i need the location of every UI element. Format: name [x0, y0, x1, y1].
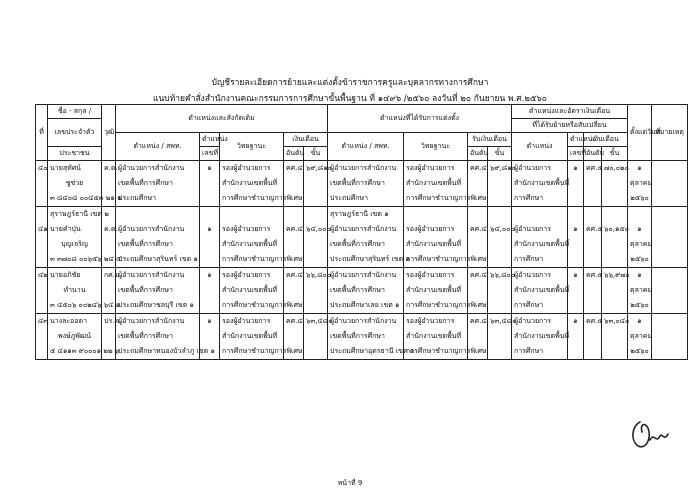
row-id: ๕ ๔๑๑๓ ๙๐๐๐๑ ๒๒ ๖: [48, 344, 102, 360]
row-effective-year: ๒๕๖๐: [628, 298, 652, 314]
row-after-step: ๖๓,๐๔๐: [602, 314, 628, 330]
row-effective-month: ตุลาคม: [628, 237, 652, 252]
row-orig-position: ประถมศึกษาชลบุรี เขต ๑: [116, 298, 200, 314]
row-after-pos-no: ๑: [568, 268, 584, 284]
row-name: นางละออดา: [48, 314, 102, 330]
row-orig-rank: คศ.๔: [284, 268, 304, 284]
row-after-rank: คศ.๕: [584, 222, 602, 237]
row-orig-position: ผู้อำนวยการสำนักงาน: [116, 314, 200, 330]
row-new-rank: คศ.๔: [468, 268, 488, 284]
row-new-position: ประถมศึกษาอุดรธานี เขต ๑: [328, 344, 404, 360]
row-after-position: สำนักงานเขตพื้นที่: [512, 283, 568, 298]
row-new-position: ผู้อำนวยการสำนักงาน: [328, 222, 404, 237]
row-id: ๓ ๓๗๐๘ ๐๐๖๕๖ ๒๔ ๔: [48, 252, 102, 268]
table-row: [36, 298, 688, 314]
row-effective: ๑: [628, 268, 652, 284]
row-orig-pos-no: ๑: [200, 314, 220, 330]
row-after-position: การศึกษา: [512, 344, 568, 360]
row-new-position: ประถมศึกษา: [328, 191, 404, 207]
row-orig-academic: สำนักงานเขตพื้นที่: [220, 237, 284, 252]
row-no: ๔๐: [36, 161, 48, 177]
row-remark: [652, 161, 688, 177]
row-new-academic: การศึกษาชำนาญการพิเศษ: [404, 298, 468, 314]
header-effective: ตั้งแต่วันที่: [628, 105, 652, 161]
table-row: [36, 237, 688, 252]
row-surname: ชูช่วย: [48, 176, 102, 191]
row-effective: ๑: [628, 222, 652, 237]
row-after-rank: คศ.๕: [584, 314, 602, 330]
header-after-pos-no: ตำแหน่ง: [568, 133, 584, 147]
row-orig-pos-no: ๑: [200, 268, 220, 284]
row-orig-rank: คศ.๔: [284, 222, 304, 237]
row-orig-academic: รองผู้อำนวยการ: [220, 268, 284, 284]
row-orig-position: ผู้อำนวยการสำนักงาน: [116, 161, 200, 177]
row-new-academic: สำนักงานเขตพื้นที่: [404, 237, 468, 252]
row-new-academic: การศึกษาชำนาญการพิเศษ: [404, 344, 468, 360]
header-name: ชื่อ - สกุล /: [48, 105, 102, 119]
row-new-position: เขตพื้นที่การศึกษา: [328, 237, 404, 252]
row-effective-year: ๒๕๖๐: [628, 344, 652, 360]
header-new-salary: รับเงินเดือน: [468, 133, 512, 147]
header-orig-academic: วิทยฐานะ: [220, 133, 284, 161]
row-orig-rank: คศ.๔: [284, 314, 304, 330]
page-number: หน้าที่ 9: [337, 479, 363, 487]
table-row: [36, 314, 688, 330]
header-new-rank: อันดับ: [468, 147, 488, 161]
header-new-academic: วิทยฐานะ: [404, 133, 468, 161]
row-orig-academic: การศึกษาชำนาญการพิเศษ: [220, 298, 284, 314]
row-degree: ค.ด.: [102, 161, 116, 177]
row-after-rank: คศ.๕: [584, 161, 602, 177]
row-new-position: ประถมศึกษาเลย เขต ๑: [328, 298, 404, 314]
row-orig-academic: การศึกษาชำนาญการพิเศษ: [220, 344, 284, 360]
row-after-position: สำนักงานเขตพื้นที่: [512, 329, 568, 344]
row-effective: ๑: [628, 314, 652, 330]
table-row: [36, 176, 688, 191]
header-orig-position: ตำแหน่ง / สพท.: [116, 133, 200, 161]
row-orig-position: เขตพื้นที่การศึกษา: [116, 329, 200, 344]
header-orig-salary: เงินเดือน: [284, 133, 328, 147]
row-name-carry: สุราษฎร์ธานี เขต ๒: [48, 207, 102, 223]
table-row: [36, 329, 688, 344]
row-effective-month: ตุลาคม: [628, 329, 652, 344]
row-orig-position: ประถมศึกษา: [116, 191, 200, 207]
row-degree: ค.ด.: [102, 222, 116, 237]
row-orig-academic: สำนักงานเขตพื้นที่: [220, 329, 284, 344]
row-orig-academic: การศึกษาชำนาญการพิเศษ: [220, 191, 284, 207]
row-orig-position: ผู้อำนวยการสำนักงาน: [116, 222, 200, 237]
table-row: [36, 344, 688, 360]
row-new-academic: รองผู้อำนวยการ: [404, 268, 468, 284]
row-new-position-carry: สุราษฎร์ธานี เขต ๑: [328, 207, 404, 223]
header-id-2: ประชาชน: [48, 147, 102, 161]
header-orig-pos-no-2: เลขที่: [200, 147, 220, 161]
row-new-academic: การศึกษาชำนาญการพิเศษ: [404, 191, 468, 207]
header-after-group-2: ที่ได้รับย้ายหรือสับเปลี่ยน: [512, 119, 628, 133]
row-new-position: เขตพื้นที่การศึกษา: [328, 176, 404, 191]
document-subtitle: แนบท้ายคำสั่งสำนักงานคณะกรรมการการศึกษาขั้นพื้นฐาน ที่ ๑๔๙๖ /๒๕๖๐ ลงวันที่ ๒๐ กันยายน พ.ศ.๒๕๖๐: [152, 94, 547, 104]
row-orig-academic: สำนักงานเขตพื้นที่: [220, 176, 284, 191]
header-new-group: ตำแหน่งที่ได้รับการแต่งตั้ง: [328, 105, 512, 133]
row-orig-position: ผู้อำนวยการสำนักงาน: [116, 268, 200, 284]
table-row: [36, 191, 688, 207]
row-orig-academic: การศึกษาชำนาญการพิเศษ: [220, 252, 284, 268]
row-id: ๓ ๔๕๐๖ ๐๐๒๔๖ ๖๔ ๑: [48, 298, 102, 314]
row-after-position: การศึกษา: [512, 298, 568, 314]
row-after-position: ผู้อำนวยการ: [512, 268, 568, 284]
row-orig-step: ๖๔,๐๐๐: [304, 222, 328, 237]
row-no: ๔๒: [36, 268, 48, 284]
personnel-table: [35, 104, 688, 360]
table-row: [36, 207, 688, 223]
row-orig-position: ประถมศึกษาหนองบัวลำภู เขต ๑: [116, 344, 200, 360]
row-new-academic: รองผู้อำนวยการ: [404, 161, 468, 177]
header-after-step: ขั้น: [602, 147, 628, 161]
row-effective-year: ๒๕๖๐: [628, 252, 652, 268]
row-after-position: การศึกษา: [512, 252, 568, 268]
row-new-rank: คศ.๔: [468, 161, 488, 177]
table-row: [36, 161, 688, 177]
row-degree: กศ.ม.: [102, 268, 116, 284]
row-after-position: สำนักงานเขตพื้นที่: [512, 176, 568, 191]
row-after-step: ๗๐,๐๒๐: [602, 161, 628, 177]
row-effective: ๑: [628, 161, 652, 177]
row-surname: พงษ์ภูพัฒน์: [48, 329, 102, 344]
row-after-pos-no: ๑: [568, 314, 584, 330]
row-new-step: ๖๖,๘๐๐: [488, 268, 512, 284]
header-after-position: ตำแหน่ง: [512, 133, 568, 161]
row-new-step: ๖๙,๘๑๐: [488, 161, 512, 177]
row-orig-pos-no: ๑: [200, 222, 220, 237]
row-after-position: สำนักงานเขตพื้นที่: [512, 237, 568, 252]
row-orig-position: ประถมศึกษาสุรินทร์ เขต ๑: [116, 252, 200, 268]
header-orig-group: ตำแหน่งและสังกัดเดิม: [116, 105, 328, 133]
header-after-pos-no-2: เลขที่: [568, 147, 584, 161]
row-new-rank: คศ.๔: [468, 314, 488, 330]
document-title: บัญชีรายละเอียดการย้ายและแต่งตั้งข้าราชการครูและบุคลากรทางการศึกษา: [211, 78, 489, 88]
row-orig-academic: รองผู้อำนวยการ: [220, 161, 284, 177]
row-after-position: ผู้อำนวยการ: [512, 314, 568, 330]
row-orig-academic: สำนักงานเขตพื้นที่: [220, 283, 284, 298]
header-after-rank: อันดับ: [584, 147, 602, 161]
table-row: [36, 268, 688, 284]
row-name: นายสุทัศน์: [48, 161, 102, 177]
row-orig-step: ๖๙,๘๑๐: [304, 161, 328, 177]
row-surname: บุญเจริญ: [48, 237, 102, 252]
row-orig-position: เขตพื้นที่การศึกษา: [116, 283, 200, 298]
row-effective-month: ตุลาคม: [628, 283, 652, 298]
row-new-academic: สำนักงานเขตพื้นที่: [404, 329, 468, 344]
row-orig-position: เขตพื้นที่การศึกษา: [116, 176, 200, 191]
row-new-step: ๖๓,๔๘๐: [488, 314, 512, 330]
row-orig-academic: รองผู้อำนวยการ: [220, 222, 284, 237]
header-degree: วุฒิ: [102, 105, 116, 161]
row-new-position: ผู้อำนวยการสำนักงาน: [328, 314, 404, 330]
header-no: ที่: [36, 105, 48, 161]
row-new-academic: สำนักงานเขตพื้นที่: [404, 176, 468, 191]
row-new-academic: รองผู้อำนวยการ: [404, 314, 468, 330]
header-orig-step: ขั้น: [304, 147, 328, 161]
row-after-pos-no: ๑: [568, 161, 584, 177]
row-orig-position: เขตพื้นที่การศึกษา: [116, 237, 200, 252]
row-new-academic: สำนักงานเขตพื้นที่: [404, 283, 468, 298]
row-new-step: ๖๔,๐๐๐: [488, 222, 512, 237]
row-orig-rank: คศ.๔: [284, 161, 304, 177]
row-new-position: ผู้อำนวยการสำนักงาน: [328, 161, 404, 177]
row-new-position: ผู้อำนวยการสำนักงาน: [328, 268, 404, 284]
row-after-pos-no: ๑: [568, 222, 584, 237]
header-new-step: ขั้น: [488, 147, 512, 161]
row-degree: ปร.ด.: [102, 314, 116, 330]
header-remark: หมายเหตุ: [652, 105, 688, 161]
row-surname: ทำนาน: [48, 283, 102, 298]
table-row: [36, 222, 688, 237]
row-new-rank: คศ.๔: [468, 222, 488, 237]
row-new-academic: การศึกษาชำนาญการพิเศษ: [404, 252, 468, 268]
row-orig-step: ๖๖,๘๐๐: [304, 268, 328, 284]
row-after-step: ๖๐,๑๕๐: [602, 222, 628, 237]
row-orig-academic: รองผู้อำนวยการ: [220, 314, 284, 330]
row-id: ๓ ๘๔๐๘ ๐๐๔๕๓ ๒๑ ๑: [48, 191, 102, 207]
row-after-position: ผู้อำนวยการ: [512, 222, 568, 237]
row-new-position: เขตพื้นที่การศึกษา: [328, 283, 404, 298]
header-orig-pos-no: ตำแหน่ง: [200, 133, 220, 147]
header-id: เลขประจำตัว: [48, 119, 102, 147]
row-no: ๔๓: [36, 314, 48, 330]
header-new-position: ตำแหน่ง / สพท.: [328, 133, 404, 161]
row-new-position: เขตพื้นที่การศึกษา: [328, 329, 404, 344]
row-after-position: การศึกษา: [512, 191, 568, 207]
row-name: นายคำปุ่น: [48, 222, 102, 237]
row-after-rank: คศ.๕: [584, 268, 602, 284]
row-orig-pos-no: ๑: [200, 161, 220, 177]
row-name: นายอภิชัย: [48, 268, 102, 284]
row-orig-step: ๖๓,๔๘๐: [304, 314, 328, 330]
row-effective-year: ๒๕๖๐: [628, 191, 652, 207]
table-row: [36, 283, 688, 298]
row-new-position: ประถมศึกษาสุรินทร์ เขต ๑: [328, 252, 404, 268]
header-after-salary: เงินเดือน: [584, 133, 628, 147]
row-effective-month: ตุลาคม: [628, 176, 652, 191]
row-after-position: ผู้อำนวยการ: [512, 161, 568, 177]
signature-mark: [628, 418, 672, 452]
row-new-academic: รองผู้อำนวยการ: [404, 222, 468, 237]
header-after-group: ตำแหน่งและอัตราเงินเดือน: [512, 105, 628, 119]
row-no: ๔๑: [36, 222, 48, 237]
header-orig-rank: อันดับ: [284, 147, 304, 161]
row-after-step: ๖๖,๙๗๐: [602, 268, 628, 284]
table-row: [36, 252, 688, 268]
